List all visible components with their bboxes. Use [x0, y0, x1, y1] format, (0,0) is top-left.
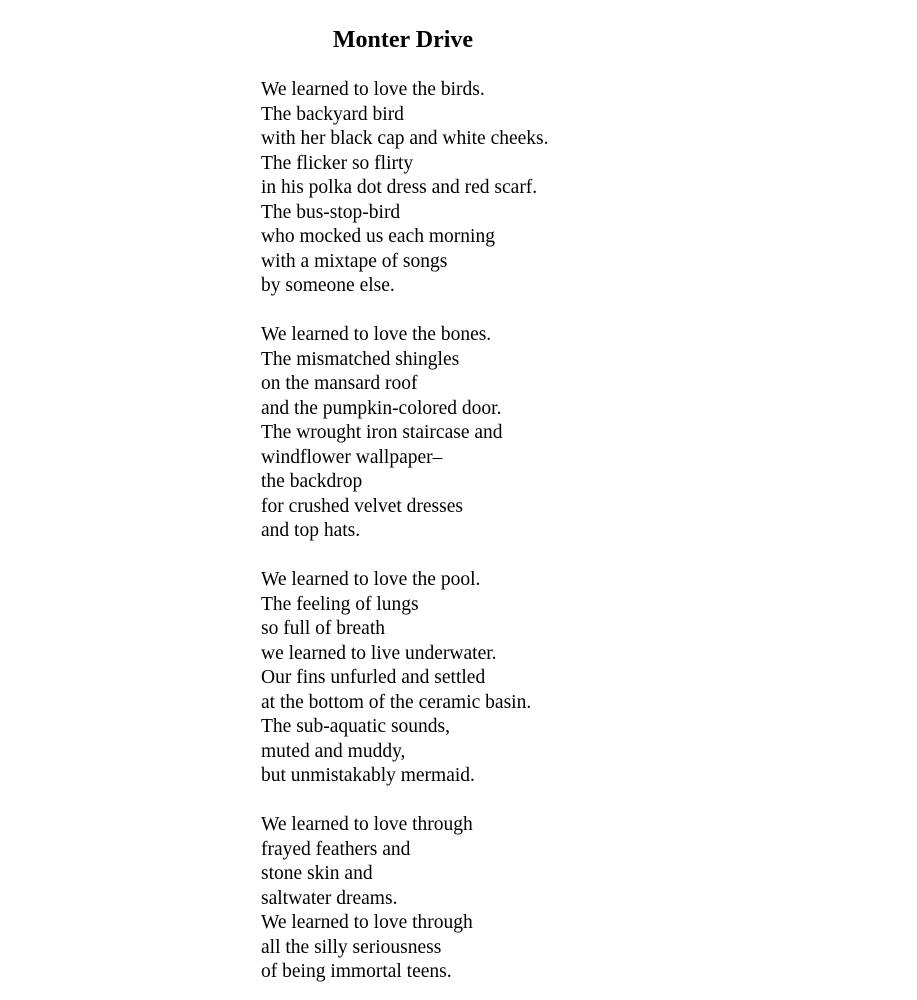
poem-line: on the mansard roof [261, 373, 418, 394]
poem-line: windflower wallpaper– [261, 446, 443, 468]
poem-line: the backdrop [261, 471, 363, 492]
poem-line: muted and muddy, [261, 740, 406, 762]
poem-line: and top hats. [261, 520, 361, 541]
poem-title: Monter Drive [332, 27, 474, 53]
poem-line: so full of breath [261, 618, 386, 639]
poem-line: The flicker so flirty [261, 152, 414, 174]
poem-line: in his polka dot dress and red scarf. [261, 177, 538, 198]
poem-line: we learned to live underwater. [261, 642, 497, 664]
poem-line: by someone else. [261, 275, 395, 296]
poem-line: but unmistakably mermaid. [261, 765, 475, 786]
poem-body [261, 78, 549, 985]
poem-line: at the bottom of the ceramic basin. [261, 691, 532, 713]
poem-line: who mocked us each morning [261, 226, 495, 247]
poem-line: The bus-stop-bird [261, 201, 401, 223]
poem-line: The mismatched shingles [261, 348, 460, 370]
stanza-2 [261, 323, 549, 544]
stanza-4 [261, 813, 549, 985]
poem-line: with her black cap and white cheeks. [261, 128, 549, 149]
poem-line: We learned to love through [261, 912, 473, 933]
poem-line: and the pumpkin-colored door. [261, 397, 502, 419]
poem-line: of being immortal teens. [261, 961, 452, 982]
poem-line: for crushed velvet dresses [261, 495, 463, 517]
poem-line: all the silly seriousness [261, 936, 442, 958]
poem-line: Our fins unfurled and settled [261, 667, 486, 688]
poem-line: We learned to love the pool. [261, 569, 481, 590]
poem-line: saltwater dreams. [261, 887, 398, 909]
stanza-3 [261, 568, 549, 789]
poem-line: The backyard bird [261, 103, 404, 125]
poem-line: We learned to love the bones. [261, 324, 492, 345]
poem-line: The wrought iron staircase and [261, 422, 503, 443]
poem-line: The feeling of lungs [261, 593, 419, 615]
poem-line: stone skin and [261, 863, 373, 884]
poem-line: frayed feathers and [261, 838, 411, 860]
poem-line: We learned to love through [261, 814, 473, 835]
poem-line: The sub-aquatic sounds, [261, 716, 451, 737]
poem-line: with a mixtape of songs [261, 250, 448, 272]
poem-line: We learned to love the birds. [261, 79, 485, 100]
stanza-1 [261, 78, 549, 299]
